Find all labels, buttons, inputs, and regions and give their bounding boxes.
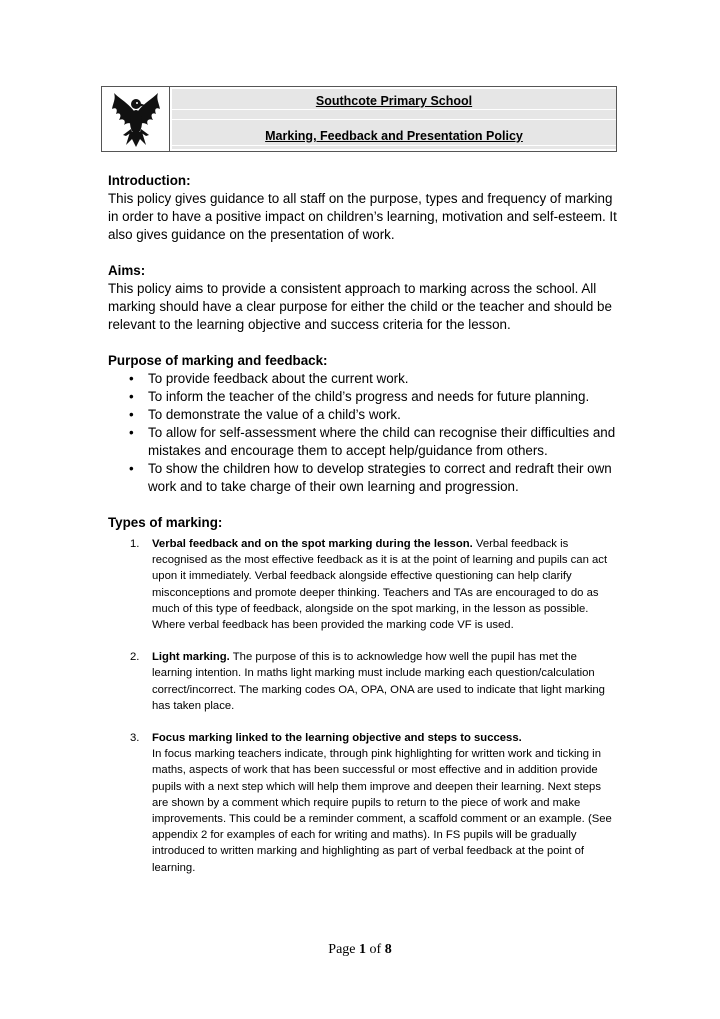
item-lead: Focus marking linked to the learning objective and steps to success.	[152, 732, 522, 745]
types-list	[108, 536, 618, 876]
item-lead: Light marking.	[152, 651, 230, 664]
introduction-text: This policy gives guidance to all staff on the purpose, types and frequency of marking in order to have a positive impact on children’s learning, motivation and self-esteem. It also gives guidance on the presentation of work.	[108, 191, 617, 242]
list-item: • To demonstrate the value of a child’s work.	[108, 406, 618, 424]
school-name: Southcote Primary School	[315, 94, 473, 108]
list-item: • To inform the teacher of the child’s progress and needs for future planning.	[108, 388, 618, 406]
item-text: In focus marking teachers indicate, through pink highlighting for written work and ticking in maths, aspects of work that has been successful or most effective and in addition provide pupils with a next step which will help them improve and deepen their learning. Next steps are shown by a comment which require pupils to return to the piece of work and make improvements. This could be a reminder comment, a scaffold comment or an example. (See appendix 2 for examples of each for writing and maths). In FS pupils will be gradually introduced to written marking and highlighting as part of verbal feedback at the point of learning.	[152, 748, 612, 874]
introduction-heading: Introduction:	[108, 173, 191, 188]
types-heading: Types of marking:	[108, 515, 223, 530]
policy-title: Marking, Feedback and Presentation Policy	[265, 129, 523, 143]
list-item	[108, 730, 618, 876]
item-text: The purpose of this is to acknowledge how well the pupil has met the learning intention. In maths light marking must include marking each question/calculation correct/incorrect. The marking codes OA, OPA, ONA are used to indicate that light marking has taken place.	[152, 651, 605, 712]
title-cell	[170, 87, 616, 151]
aims-text: This policy aims to provide a consistent approach to marking across the school. All marking should have a clear purpose for either the child or the teacher and should be relevant to the learning objective and success criteria for the lesson.	[108, 281, 612, 332]
purpose-list	[108, 370, 618, 496]
list-item	[108, 649, 618, 714]
page-label: Page	[328, 942, 356, 957]
introduction-section	[108, 172, 618, 244]
page-footer	[0, 942, 720, 958]
types-section	[108, 514, 618, 876]
header-table	[101, 86, 617, 152]
item-text: Verbal feedback is recognised as the most effective feedback as it is at the point of learning and pupils can act upon it immediately. Verbal feedback alongside effective questioning can help clarify misconceptions and promote deeper thinking. Teachers and TAs are encouraged to do as much of this type of feedback, alongside on the spot marking, in the lesson as possible. Where verbal feedback has been provided the marking code VF is used.	[152, 538, 608, 632]
aims-section	[108, 262, 618, 334]
document-body	[108, 172, 618, 892]
purpose-section	[108, 352, 618, 496]
aims-heading: Aims:	[108, 263, 146, 278]
item-lead: Verbal feedback and on the spot marking during the lesson.	[152, 538, 473, 550]
list-item: • To show the children how to develop strategies to correct and redraft their own work and to take charge of their own learning and progression.	[108, 460, 618, 496]
eagle-crest-icon	[110, 89, 162, 149]
of-label: of	[369, 942, 382, 957]
list-item	[108, 536, 618, 633]
item-number: 2.	[130, 651, 140, 664]
page-number: 1	[359, 942, 367, 957]
purpose-heading: Purpose of marking and feedback:	[108, 353, 328, 368]
item-number: 1.	[130, 538, 140, 550]
logo-cell	[102, 87, 170, 151]
list-item: • To allow for self-assessment where the child can recognise their difficulties and mistakes and encourage them to accept help/guidance from others.	[108, 424, 618, 460]
total-pages: 8	[384, 942, 392, 957]
item-number: 3.	[130, 732, 140, 745]
list-item: • To provide feedback about the current work.	[108, 370, 618, 388]
